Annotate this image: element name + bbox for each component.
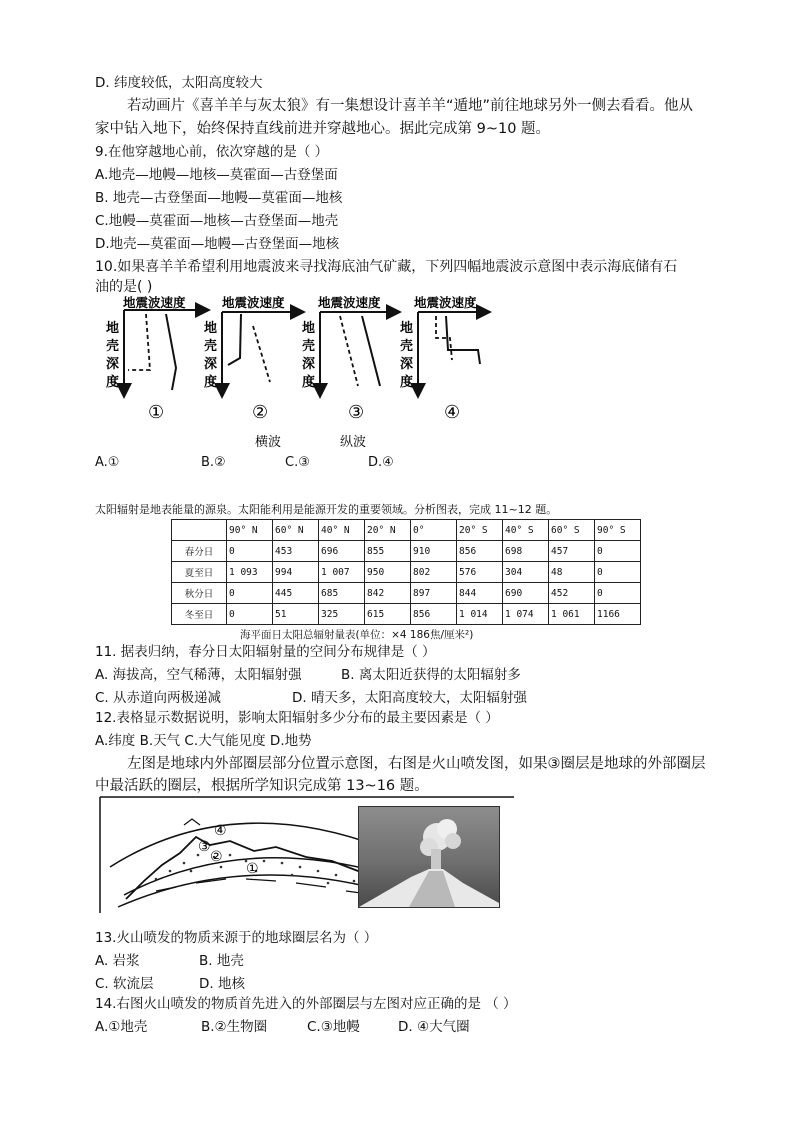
question-14-stem: 14.右图火山喷发的物质首先进入的外部圈层与左图对应正确的是 （ ） <box>95 996 517 1012</box>
table-cell: 1 007 <box>319 562 365 583</box>
table-cell: 615 <box>365 604 411 625</box>
question-14-option-c: C.③地幔 <box>307 1019 360 1035</box>
table-cell: 910 <box>411 541 457 562</box>
question-10-stem-line1: 10.如果喜羊羊希望利用地震波来寻找海底油气矿藏，下列四幅地震波示意图中表示海底储有石 <box>95 259 678 275</box>
table-cell: 夏至日 <box>172 562 227 583</box>
question-11-option-d: D. 晴天多，太阳高度较大，太阳辐射强 <box>292 690 527 706</box>
passage-13-16-line1: 左图是地球内外部圈层部分位置示意图，右图是火山喷发图，如果③圈层是地球的外部圈层 <box>127 756 706 772</box>
table-row <box>172 562 641 583</box>
table-cell: 802 <box>411 562 457 583</box>
sphere-num-3: ③ <box>198 839 211 855</box>
table-header-cell: 20° N <box>365 520 411 541</box>
table-header-cell: 90° S <box>595 520 641 541</box>
question-9-option-c: C.地幔—莫霍面—地核—古登堡面—地壳 <box>95 213 339 229</box>
table-cell: 0 <box>227 541 273 562</box>
table-cell: 0 <box>227 583 273 604</box>
axis-char-2: 壳 <box>302 339 316 354</box>
passage-9-10-line2: 家中钻入地下，始终保持直线前进并穿越地心。据此完成第 9~10 题。 <box>95 121 551 137</box>
table-header-cell: 40° N <box>319 520 365 541</box>
question-13-stem: 13.火山喷发的物质来源于的地球圈层名为（ ） <box>95 930 378 946</box>
table-cell: 0 <box>595 541 641 562</box>
question-9-option-d: D.地壳—莫霍面—地幔—古登堡面—地核 <box>95 236 340 252</box>
question-12-stem: 12.表格显示数据说明，影响太阳辐射多少分布的最主要因素是（ ） <box>95 710 499 726</box>
table-cell: 1 074 <box>503 604 549 625</box>
seismic-panel-2 <box>204 295 302 450</box>
seismic-num-4: ④ <box>444 402 461 423</box>
axis-char-4: 度 <box>302 375 316 390</box>
seismic-num-2: ② <box>252 402 269 423</box>
question-10-stem-line2: 油的是( ) <box>95 279 153 295</box>
question-14-option-d: D. ④大气圈 <box>398 1019 470 1035</box>
table-cell: 855 <box>365 541 411 562</box>
table-cell: 0 <box>595 562 641 583</box>
table-cell: 897 <box>411 583 457 604</box>
table-cell: 1166 <box>595 604 641 625</box>
axis-char-4: 度 <box>106 375 120 390</box>
table-cell: 冬至日 <box>172 604 227 625</box>
table-header-cell: 60° S <box>549 520 595 541</box>
table-cell: 457 <box>549 541 595 562</box>
question-10-option-d: D.④ <box>368 455 394 470</box>
question-11-stem: 11. 据表归纳，春分日太阳辐射量的空间分布规律是（ ） <box>95 644 436 660</box>
question-10-option-a: A.① <box>95 455 120 470</box>
question-11-option-b: B. 离太阳近获得的太阳辐射多 <box>341 667 521 683</box>
table-cell: 685 <box>319 583 365 604</box>
question-13-option-d: D. 地核 <box>199 976 245 992</box>
seismic-panel-1 <box>106 295 207 423</box>
table-cell: 696 <box>319 541 365 562</box>
table-cell: 325 <box>319 604 365 625</box>
table-cell: 950 <box>365 562 411 583</box>
table-header-cell: 0° <box>411 520 457 541</box>
question-11-option-c: C. 从赤道向两极递减 <box>95 690 222 706</box>
seismic-title-4: 地震波速度 <box>414 295 477 310</box>
question-13-option-c: C. 软流层 <box>95 976 154 992</box>
table-cell: 1 014 <box>457 604 503 625</box>
table-cell: 690 <box>503 583 549 604</box>
axis-char-2: 壳 <box>400 339 414 354</box>
table-row <box>172 583 641 604</box>
question-12-options: A.纬度 B.天气 C.大气能见度 D.地势 <box>95 733 312 749</box>
seismic-panel-4 <box>400 295 488 423</box>
table-cell: 452 <box>549 583 595 604</box>
table-cell: 0 <box>227 604 273 625</box>
solar-radiation-table <box>171 519 641 625</box>
table-row <box>172 541 641 562</box>
seismic-num-1: ① <box>148 402 165 423</box>
table-header-cell <box>172 520 227 541</box>
seismic-title-3: 地震波速度 <box>318 295 381 310</box>
table-cell: 994 <box>273 562 319 583</box>
legend-longitudinal: 纵波 <box>340 435 367 450</box>
question-14-option-b: B.②生物圈 <box>201 1019 268 1035</box>
sphere-num-1: ① <box>246 861 259 877</box>
passage-11-12: 太阳辐射是地表能量的源泉。太阳能利用是能源开发的重要领域。分析图表，完成 11~12 题。 <box>95 503 558 516</box>
axis-char-3: 深 <box>302 357 316 372</box>
axis-char-1: 地 <box>204 321 218 336</box>
table-cell: 445 <box>273 583 319 604</box>
axis-char-4: 度 <box>204 375 218 390</box>
seismic-title-1: 地震波速度 <box>123 295 186 310</box>
sphere-num-2: ② <box>210 849 223 865</box>
question-10-option-b: B.② <box>201 455 226 470</box>
table-cell: 304 <box>503 562 549 583</box>
legend-transverse: 横波 <box>255 435 282 450</box>
axis-char-3: 深 <box>400 357 414 372</box>
seismic-title-2: 地震波速度 <box>222 295 285 310</box>
table-cell: 856 <box>457 541 503 562</box>
axis-char-1: 地 <box>106 321 120 336</box>
question-13-option-b: B. 地壳 <box>199 953 244 969</box>
seismic-wave-diagrams <box>90 290 510 460</box>
axis-char-1: 地 <box>400 321 414 336</box>
table-header-cell: 40° S <box>503 520 549 541</box>
table-cell: 698 <box>503 541 549 562</box>
volcano-eruption-photo <box>358 806 500 908</box>
question-14-option-a: A.①地壳 <box>95 1019 148 1035</box>
table-cell: 576 <box>457 562 503 583</box>
axis-char-1: 地 <box>302 321 316 336</box>
table-header-cell: 90° N <box>227 520 273 541</box>
table-cell: 春分日 <box>172 541 227 562</box>
table-header-row <box>172 520 641 541</box>
axis-char-3: 深 <box>106 357 120 372</box>
table-cell: 48 <box>549 562 595 583</box>
table-cell: 1 061 <box>549 604 595 625</box>
table-cell: 844 <box>457 583 503 604</box>
question-11-option-a: A. 海拔高，空气稀薄，太阳辐射强 <box>95 667 302 683</box>
table-cell: 1 093 <box>227 562 273 583</box>
table-header-cell: 60° N <box>273 520 319 541</box>
table-cell: 856 <box>411 604 457 625</box>
seismic-panel-3 <box>302 295 398 450</box>
question-9-stem: 9.在他穿越地心前，依次穿越的是（ ） <box>95 144 329 160</box>
table-cell: 51 <box>273 604 319 625</box>
question-10-option-c: C.③ <box>285 455 310 470</box>
seismic-num-3: ③ <box>348 402 365 423</box>
table-cell: 0 <box>595 583 641 604</box>
option-d-prev: D. 纬度较低，太阳高度较大 <box>95 75 263 91</box>
table-row <box>172 604 641 625</box>
sphere-num-4: ④ <box>214 823 227 839</box>
table-cell: 453 <box>273 541 319 562</box>
table-caption: 海平面日太阳总辐射量表(单位：×4 186焦/厘米²) <box>240 629 474 641</box>
passage-13-16-line2: 中最活跃的圈层，根据所学知识完成第 13~16 题。 <box>95 778 429 794</box>
axis-char-2: 壳 <box>204 339 218 354</box>
question-9-option-b: B. 地壳—古登堡面—地幔—莫霍面—地核 <box>95 190 343 206</box>
table-header-cell: 20° S <box>457 520 503 541</box>
passage-9-10-line1: 若动画片《喜羊羊与灰太狼》有一集想设计喜羊羊“遁地”前往地球另外一侧去看看。他从 <box>127 98 694 114</box>
axis-char-3: 深 <box>204 357 218 372</box>
axis-char-2: 壳 <box>106 339 120 354</box>
question-9-option-a: A.地壳—地幔—地核—莫霍面—古登堡面 <box>95 167 338 183</box>
table-cell: 842 <box>365 583 411 604</box>
table-cell: 秋分日 <box>172 583 227 604</box>
question-13-option-a: A. 岩浆 <box>95 953 140 969</box>
axis-char-4: 度 <box>400 375 414 390</box>
volcano-illustration <box>359 807 499 907</box>
